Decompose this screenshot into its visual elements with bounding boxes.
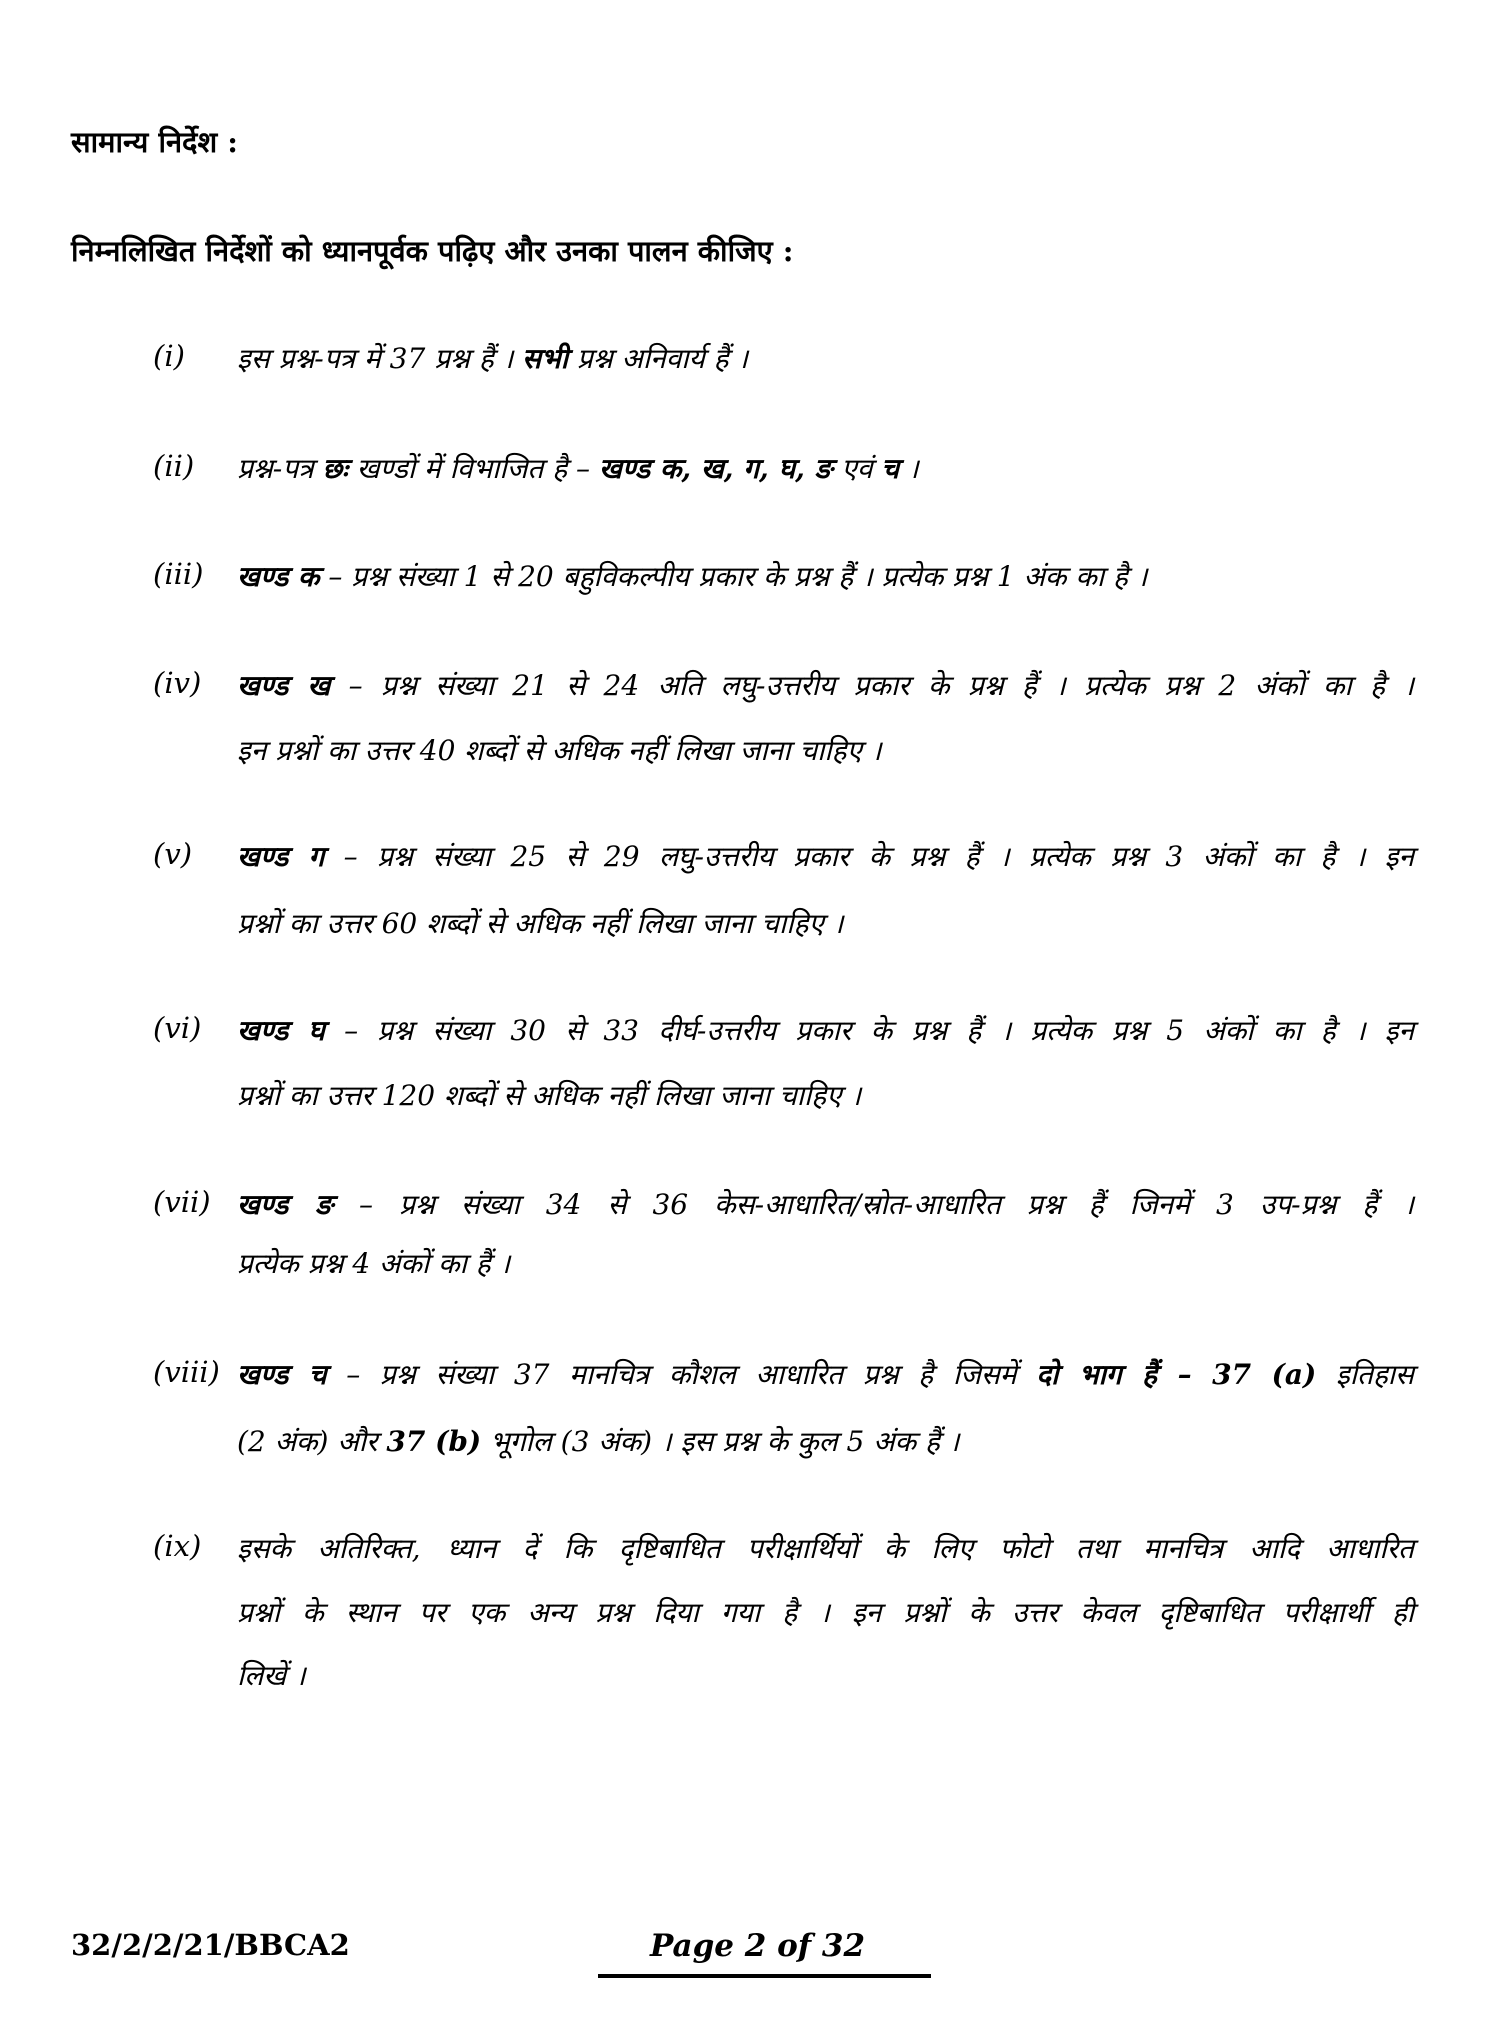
item-number: (iii) (153, 557, 204, 591)
bold-text: खण्ड ङ (237, 1188, 333, 1221)
text-segment: इतिहास (1316, 1358, 1414, 1391)
item-text-line (237, 1185, 1414, 1223)
bold-text: सभी (522, 342, 568, 375)
item-text-line (237, 1593, 1414, 1631)
text-segment: एवं (832, 452, 882, 485)
bold-text: च (881, 452, 900, 485)
item-text-line (237, 557, 1414, 595)
item-text-line (237, 666, 1414, 704)
text-segment: प्रश्नों का उत्तर 60 शब्दों से अधिक नहीं लिखा जाना चाहिए । (237, 907, 844, 940)
bold-text: खण्ड घ (237, 1014, 325, 1047)
page-title: सामान्य निर्देश : (71, 125, 238, 159)
page-number-underline (598, 1974, 931, 1978)
text-segment: प्रश्न-पत्र (237, 452, 323, 485)
page-number: Page 2 of 32 (650, 1928, 866, 1964)
text-segment: लिखें । (237, 1659, 306, 1692)
text-segment: प्रश्नों का उत्तर 120 शब्दों से अधिक नहीं लिखा जाना चाहिए । (237, 1079, 862, 1112)
text-segment: – प्रश्न संख्या 25 से 29 लघु-उत्तरीय प्रकार के प्रश्न हैं । प्रत्येक प्रश्न 3 अंकों का है । इन (324, 840, 1415, 873)
text-segment: इन प्रश्नों का उत्तर 40 शब्दों से अधिक नहीं लिखा जाना चाहिए । (237, 734, 882, 767)
bold-text: खण्ड क, ख, ग, घ, ङ (598, 452, 833, 485)
bold-text: खण्ड च (237, 1358, 327, 1391)
text-segment: – प्रश्न संख्या 1 से 20 बहुविकल्पीय प्रकार के प्रश्न हैं । प्रत्येक प्रश्न 1 अंक का है । (319, 560, 1148, 593)
item-text-line (237, 731, 1414, 769)
text-segment: प्रश्न अनिवार्य हैं । (567, 342, 749, 375)
item-text-line (237, 1355, 1414, 1393)
text-segment: – प्रश्न संख्या 34 से 36 केस-आधारित/स्रोत-आधारित प्रश्न हैं जिनमें 3 उप-प्रश्न हैं । (332, 1188, 1414, 1221)
item-text-line (237, 837, 1414, 875)
item-text-line (237, 339, 1414, 377)
text-segment: प्रश्नों के स्थान पर एक अन्य प्रश्न दिया गया है । इन प्रश्नों के उत्तर केवल दृष्टिबाधित परीक्षार्थी ही (237, 1596, 1414, 1629)
text-segment: – प्रश्न संख्या 30 से 33 दीर्घ-उत्तरीय प्रकार के प्रश्न हैं । प्रत्येक प्रश्न 5 अंकों का है । इन (324, 1014, 1414, 1047)
item-number: (vi) (153, 1011, 202, 1045)
text-segment: खण्डों में विभाजित है – (347, 452, 599, 485)
bold-text: खण्ड क (237, 560, 320, 593)
item-number: (iv) (153, 666, 202, 700)
item-number: (viii) (153, 1355, 220, 1389)
item-number: (v) (153, 837, 193, 871)
text-segment: प्रत्येक प्रश्न 4 अंकों का हैं । (237, 1247, 511, 1280)
item-text-line (237, 449, 1414, 487)
item-text-line (237, 1244, 1414, 1282)
text-segment: इसके अतिरिक्त, ध्यान दें कि दृष्टिबाधित परीक्षार्थियों के लिए फोटो तथा मानचित्र आदि आधारित (237, 1532, 1414, 1565)
bold-text: छः (322, 452, 348, 485)
item-text-line (237, 1529, 1414, 1567)
text-segment: भूगोल (3 अंक) । इस प्रश्न के कुल 5 अंक हैं । (481, 1425, 960, 1458)
bold-text: खण्ड ख (237, 669, 331, 702)
item-text-line (237, 1422, 1414, 1460)
bold-text: खण्ड ग (237, 840, 325, 873)
item-text-line (237, 1656, 1414, 1694)
item-text-line (237, 1011, 1414, 1049)
paper-code: 32/2/2/21/BBCA2 (71, 1928, 350, 1962)
text-segment: – प्रश्न संख्या 37 मानचित्र कौशल आधारित प्रश्न है जिसमें (326, 1358, 1037, 1391)
item-number: (vii) (153, 1185, 211, 1219)
bold-text: 37 (b) (386, 1425, 482, 1458)
text-segment: इस प्रश्न-पत्र में 37 प्रश्न हैं । (237, 342, 523, 375)
bold-text: भाग हैं – 37 (a) (1058, 1358, 1317, 1391)
item-number: (ix) (153, 1529, 202, 1563)
item-text-line (237, 904, 1414, 942)
instruction-heading: निम्नलिखित निर्देशों को ध्यानपूर्वक पढ़िए और उनका पालन कीजिए : (71, 234, 794, 268)
item-number: (i) (153, 339, 185, 373)
text-segment: (2 अंक) और (237, 1425, 387, 1458)
text-segment: – प्रश्न संख्या 21 से 24 अति लघु-उत्तरीय प्रकार के प्रश्न हैं । प्रत्येक प्रश्न 2 अंकों का है । (330, 669, 1414, 702)
bold-text: दो (1036, 1358, 1059, 1391)
text-segment: । (899, 452, 919, 485)
item-number: (ii) (153, 449, 195, 483)
item-text-line (237, 1076, 1414, 1114)
